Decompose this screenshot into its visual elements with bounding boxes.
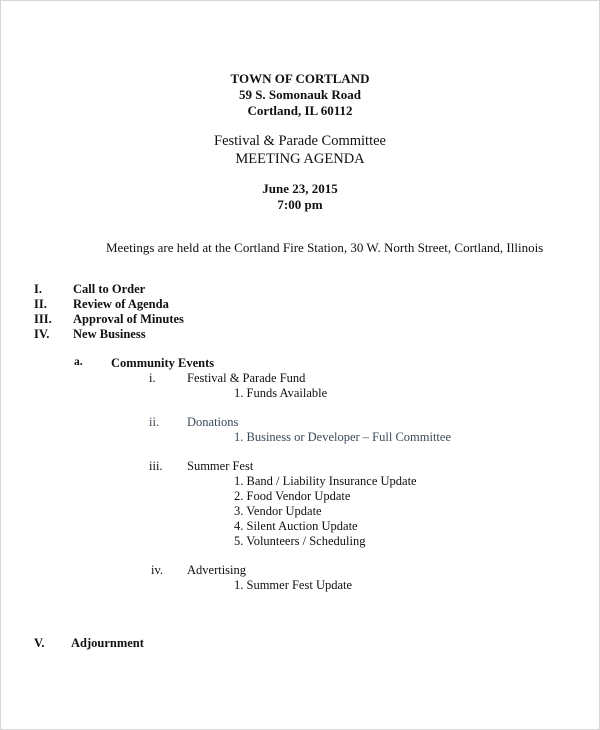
subsection-letter: a. xyxy=(74,356,83,368)
subsection-label: Community Events xyxy=(111,356,215,370)
document-title: MEETING AGENDA xyxy=(235,151,365,167)
meeting-date: June 23, 2015 xyxy=(262,181,338,196)
topic-subitem: 1. Summer Fest Update xyxy=(234,578,353,592)
topic-subitem: 2. Food Vendor Update xyxy=(234,489,351,503)
agenda-item-label: Adjournment xyxy=(71,636,144,650)
topic-label: Advertising xyxy=(187,563,247,577)
address-line-1: 59 S. Somonauk Road xyxy=(238,87,362,102)
topic-subitem: 5. Volunteers / Scheduling xyxy=(234,534,366,548)
agenda-item-label: Approval of Minutes xyxy=(73,312,184,326)
topic-numeral: iii. xyxy=(149,459,163,473)
location-note: Meetings are held at the Cortland Fire Station, 30 W. North Street, Cortland, Illinois xyxy=(106,240,544,255)
topic-numeral: ii. xyxy=(149,415,160,429)
topic-subitem: 1. Funds Available xyxy=(234,386,328,400)
agenda-numeral: II. xyxy=(34,297,47,311)
topic-numeral: iv. xyxy=(151,563,164,577)
topic-subitem: 4. Silent Auction Update xyxy=(234,519,358,533)
topic-subitem: 3. Vendor Update xyxy=(234,504,322,518)
meeting-time: 7:00 pm xyxy=(277,197,323,212)
topic-subitem: 1. Business or Developer – Full Committee xyxy=(234,430,451,444)
org-name: TOWN OF CORTLAND xyxy=(230,71,370,86)
agenda-item-label: New Business xyxy=(73,327,146,341)
address-line-2: Cortland, IL 60112 xyxy=(247,103,353,118)
agenda-numeral: V. xyxy=(34,636,45,650)
topic-label: Festival & Parade Fund xyxy=(187,371,306,385)
agenda-item-label: Review of Agenda xyxy=(73,297,169,311)
agenda-numeral: III. xyxy=(34,312,52,326)
committee-name: Festival & Parade Committee xyxy=(214,133,386,149)
agenda-numeral: IV. xyxy=(34,327,50,341)
agenda-item-label: Call to Order xyxy=(73,282,146,296)
topic-label: Donations xyxy=(187,415,239,429)
agenda-numeral: I. xyxy=(34,282,42,296)
topic-numeral: i. xyxy=(149,371,156,385)
topic-subitem: 1. Band / Liability Insurance Update xyxy=(234,474,417,488)
topic-label: Summer Fest xyxy=(187,459,254,473)
